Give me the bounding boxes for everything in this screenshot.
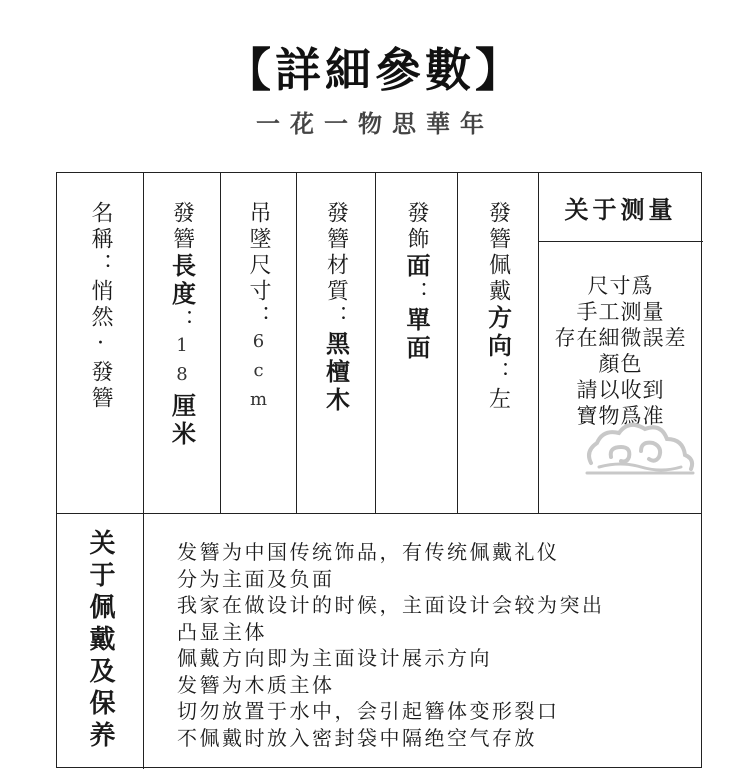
spec-material-label: 發簪 <box>323 201 349 253</box>
care-line: 切勿放置于水中，会引起簪体变形裂口 <box>177 699 560 723</box>
measurement-line: 顏色 <box>598 352 643 376</box>
spec-length-sep: ： <box>169 309 195 335</box>
measurement-note <box>538 273 703 429</box>
spec-material <box>296 173 375 513</box>
care-heading-text: 关于佩戴及保养 <box>85 529 115 753</box>
spec-face-key: 面 <box>402 253 431 281</box>
measurement-line: 請以收到 <box>576 378 665 402</box>
care-line: 不佩戴时放入密封袋中隔绝空气存放 <box>177 725 537 750</box>
measurement-line: 存在細微誤差 <box>554 326 687 350</box>
spec-pendant-value: 6 <box>248 331 269 360</box>
spec-direction-sep: ： <box>485 361 511 387</box>
spec-face-sep: ： <box>404 281 429 307</box>
auspicious-cloud-icon <box>581 411 697 481</box>
spec-pendant-label: 吊墜 <box>246 201 271 253</box>
spec-name <box>57 173 143 513</box>
spec-length-value: 18 <box>171 335 193 393</box>
spec-material-sep: ： <box>323 305 349 331</box>
care-instructions <box>177 539 697 751</box>
spec-pendant-unit: cm <box>248 360 269 418</box>
care-line: 发簪为中国传统饰品，有传统佩戴礼仪 <box>177 540 560 564</box>
spec-table <box>56 172 702 768</box>
care-line: 凸显主体 <box>177 619 267 644</box>
spec-material-value: 黑檀木 <box>321 331 351 415</box>
divider <box>143 513 144 769</box>
page-subtitle: 一花一物思華年 <box>256 109 494 138</box>
spec-length-label: 發簪 <box>169 201 195 253</box>
care-line: 佩戴方向即为主面设计展示方向 <box>177 646 492 670</box>
spec-pendant-size <box>220 173 296 513</box>
care-line: 分为主面及负面 <box>177 566 335 591</box>
care-heading <box>57 513 143 769</box>
spec-direction <box>457 173 538 513</box>
spec-face <box>375 173 457 513</box>
divider <box>538 241 703 242</box>
spec-face-value: 單面 <box>402 307 431 363</box>
spec-material-key: 材質 <box>323 253 349 305</box>
measurement-line: 尺寸爲 <box>587 274 654 298</box>
spec-length-key: 長度 <box>167 253 197 309</box>
care-line: 我家在做设计的时候，主面设计会较为突出 <box>177 593 605 617</box>
spec-direction-value: 左 <box>485 387 511 413</box>
spec-pendant-key: 尺寸 <box>246 253 271 305</box>
spec-name-label: 名稱： <box>88 201 113 279</box>
page-title: 【詳細參數】 <box>225 43 525 97</box>
measurement-line: 寶物爲准 <box>576 404 665 428</box>
spec-direction-label: 發簪佩戴 <box>485 201 511 305</box>
care-line: 发簪为木质主体 <box>177 672 335 697</box>
divider <box>57 513 701 514</box>
spec-length-unit: 厘米 <box>167 393 197 449</box>
spec-direction-key: 方向 <box>483 305 513 361</box>
measurement-heading: 关于测量 <box>564 194 677 224</box>
spec-face-label: 發飾 <box>404 201 429 253</box>
spec-length <box>143 173 220 513</box>
measurement-line: 手工测量 <box>576 300 665 324</box>
spec-pendant-sep: ： <box>246 305 271 331</box>
spec-name-value: 悄然·發簪 <box>88 279 113 412</box>
